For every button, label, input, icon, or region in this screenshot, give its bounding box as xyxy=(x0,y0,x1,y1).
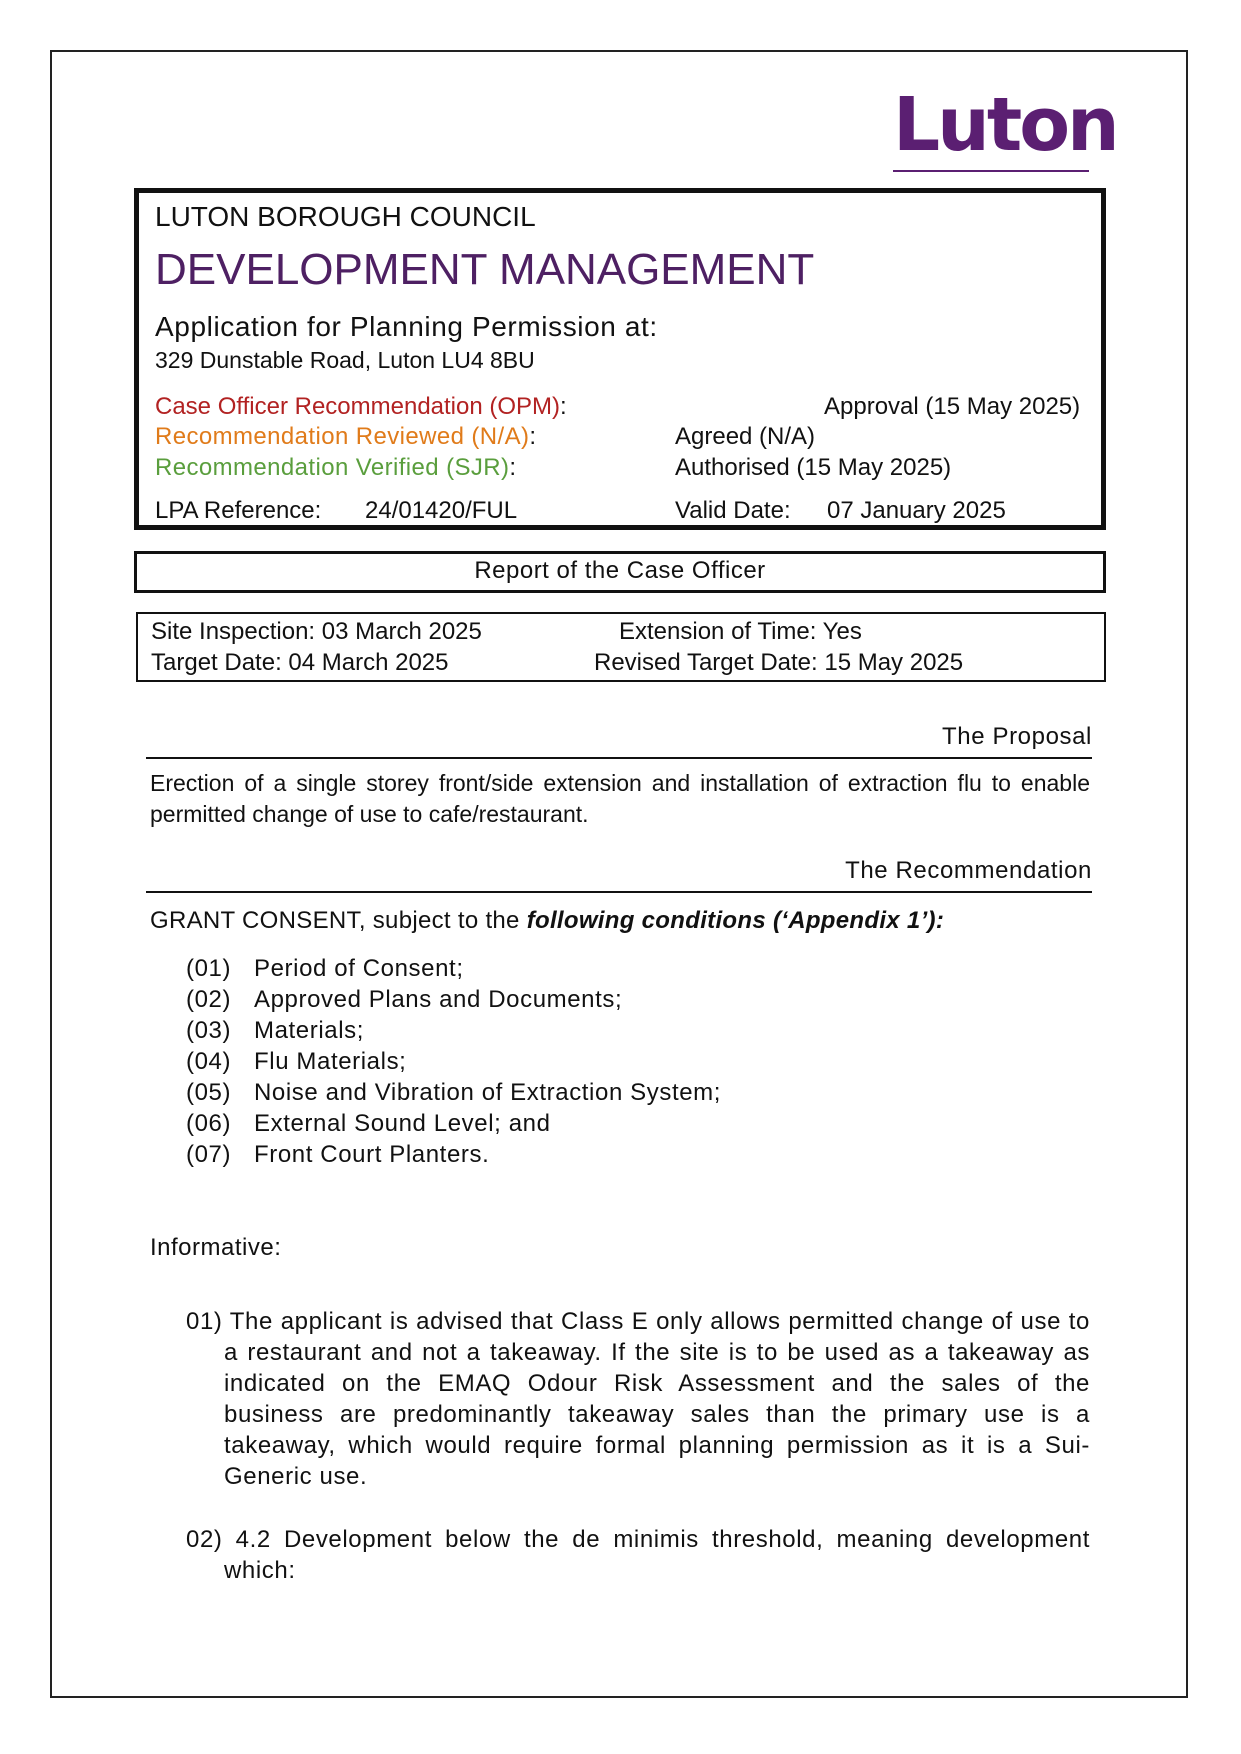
logo-text: Luton xyxy=(893,82,1117,168)
informative-item-01: 01) The applicant is advised that Class E only allows permitted change of use to a restaurant and not a takeaway. If the site is to be used as a takeaway as indicated on the EMAQ Odour Risk Assessment and the sales of the business are predominantly takeaway sales than the primary use is a takeaway, which would require formal planning permission as it is a Sui-Generic use. xyxy=(186,1308,1090,1490)
verified-value: Authorised (15 May 2025) xyxy=(675,454,952,481)
informative-item-02: 02) 4.2 Development below the de minimis threshold, meaning development which: xyxy=(186,1526,1090,1584)
dates-box xyxy=(136,612,1106,682)
case-officer-value: Approval (15 May 2025) xyxy=(824,393,1081,420)
condition-item: (04) Flu Materials; xyxy=(186,1048,407,1075)
reviewed-label: Recommendation Reviewed (N/A): xyxy=(155,423,537,450)
application-heading: Application for Planning Permission at: xyxy=(155,311,658,342)
condition-item: (05) Noise and Vibration of Extraction System; xyxy=(186,1079,722,1106)
proposal-text: Erection of a single storey front/side extension and installation of extraction flu to enable permitted change of use to cafe/restaurant. xyxy=(150,770,1090,827)
grant-consent: GRANT CONSENT, subject to the following conditions (‘Appendix 1’): xyxy=(150,907,945,934)
condition-item: (07) Front Court Planters. xyxy=(186,1141,490,1168)
lpa-reference-label: LPA Reference: xyxy=(155,497,322,524)
verified-label: Recommendation Verified (SJR): xyxy=(155,454,517,481)
report-title: Report of the Case Officer xyxy=(134,551,1106,593)
valid-date-label: Valid Date: xyxy=(675,497,791,524)
informative-heading: Informative: xyxy=(150,1234,282,1261)
site-inspection: Site Inspection: 03 March 2025 xyxy=(151,618,482,645)
reviewed-value: Agreed (N/A) xyxy=(675,423,816,450)
grant-conditions-emphasis: following conditions (‘Appendix 1’): xyxy=(526,907,945,934)
logo-underline xyxy=(893,170,1089,172)
proposal-heading: The Proposal xyxy=(146,723,1092,759)
recommendation-heading: The Recommendation xyxy=(146,857,1092,893)
department-title: DEVELOPMENT MANAGEMENT xyxy=(155,245,815,294)
valid-date-value: 07 January 2025 xyxy=(827,497,1006,524)
council-name: LUTON BOROUGH COUNCIL xyxy=(155,201,536,232)
site-address: 329 Dunstable Road, Luton LU4 8BU xyxy=(155,347,535,373)
header-box xyxy=(134,188,1106,530)
condition-item: (06) External Sound Level; and xyxy=(186,1110,551,1137)
condition-item: (02) Approved Plans and Documents; xyxy=(186,986,623,1013)
extension-of-time: Extension of Time: Yes xyxy=(619,618,862,645)
luton-logo xyxy=(893,82,1117,172)
case-officer-label: Case Officer Recommendation (OPM): xyxy=(155,393,567,420)
conditions-list xyxy=(186,953,721,1170)
target-date: Target Date: 04 March 2025 xyxy=(151,649,449,676)
lpa-reference-value: 24/01420/FUL xyxy=(365,497,518,524)
condition-item: (03) Materials; xyxy=(186,1017,365,1044)
revised-target-date: Revised Target Date: 15 May 2025 xyxy=(594,649,964,676)
condition-item: (01) Period of Consent; xyxy=(186,955,464,982)
